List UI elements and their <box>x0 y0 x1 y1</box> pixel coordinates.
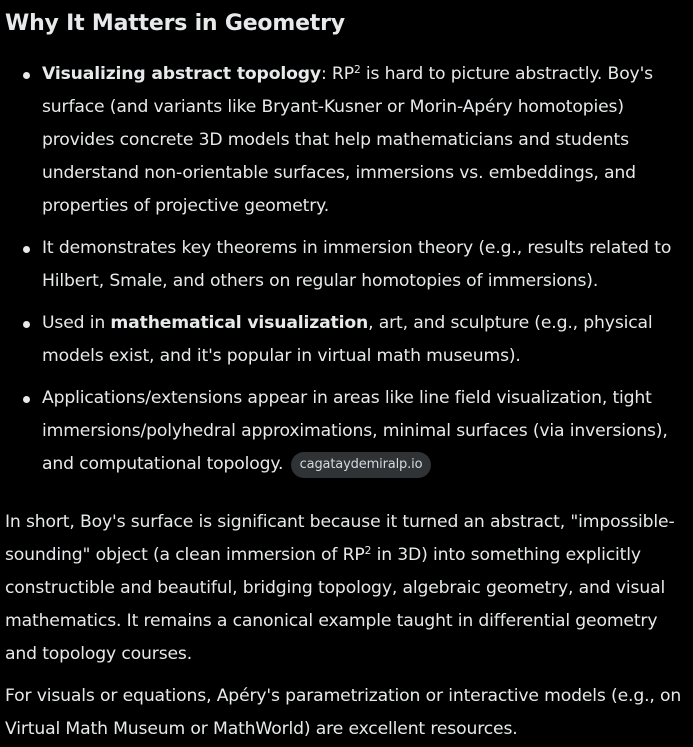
bullet-text: is hard to picture abstractly. Boy's surface (and variants like Bryant-Kusner or Morin-Apéry homotopies) provides concrete 3D models that help mathematicians and students understand non-orientable surfaces, immersions vs. embeddings, and properties of projective geometry. <box>42 64 653 216</box>
list-item <box>0 382 690 481</box>
bold-term: mathematical visualization <box>110 313 369 333</box>
list-item <box>0 307 690 373</box>
summary-paragraph <box>5 506 691 671</box>
bullet-text: : RP <box>320 64 354 84</box>
bullet-text: , art, and sculpture (e.g., physical models exist, and it's popular in virtual math museums). <box>42 313 653 366</box>
superscript: 2 <box>353 63 361 77</box>
bullet-dot <box>23 72 30 79</box>
list-item <box>0 58 690 223</box>
bullet-text: Applications/extensions appear in areas like line field visualization, tight immersions/polyhedral approximations, minimal surfaces (via inversions), and computational topology. <box>42 388 668 474</box>
bullet-list <box>0 58 690 490</box>
bullet-dot <box>23 396 30 403</box>
resources-paragraph: For visuals or equations, Apéry's parametrization or interactive models (e.g., on Virtual Math Museum or MathWorld) are excellent resources. <box>5 686 682 739</box>
summary-text: In short, Boy's surface is significant because it turned an abstract, "impossible-sounding" object (a clean immersion of RP <box>5 512 675 565</box>
superscript: 2 <box>364 544 372 558</box>
bullet-text: It demonstrates key theorems in immersion theory (e.g., results related to Hilbert, Smale, and others on regular homotopies of immersions). <box>42 238 672 291</box>
section-heading: Why It Matters in Geometry <box>5 11 345 36</box>
list-item <box>0 232 690 298</box>
bullet-text: Used in <box>42 313 111 333</box>
bold-term: Visualizing abstract topology <box>42 64 321 84</box>
bullet-dot <box>23 321 30 328</box>
citation-link[interactable]: cagataydemiralp.io <box>291 452 432 478</box>
bullet-dot <box>23 246 30 253</box>
summary-text: in 3D) into something explicitly constructible and beautiful, bridging topology, algebraic geometry, and visual mathematics. It remains a canonical example taught in differential geometry and topology courses. <box>5 545 666 664</box>
